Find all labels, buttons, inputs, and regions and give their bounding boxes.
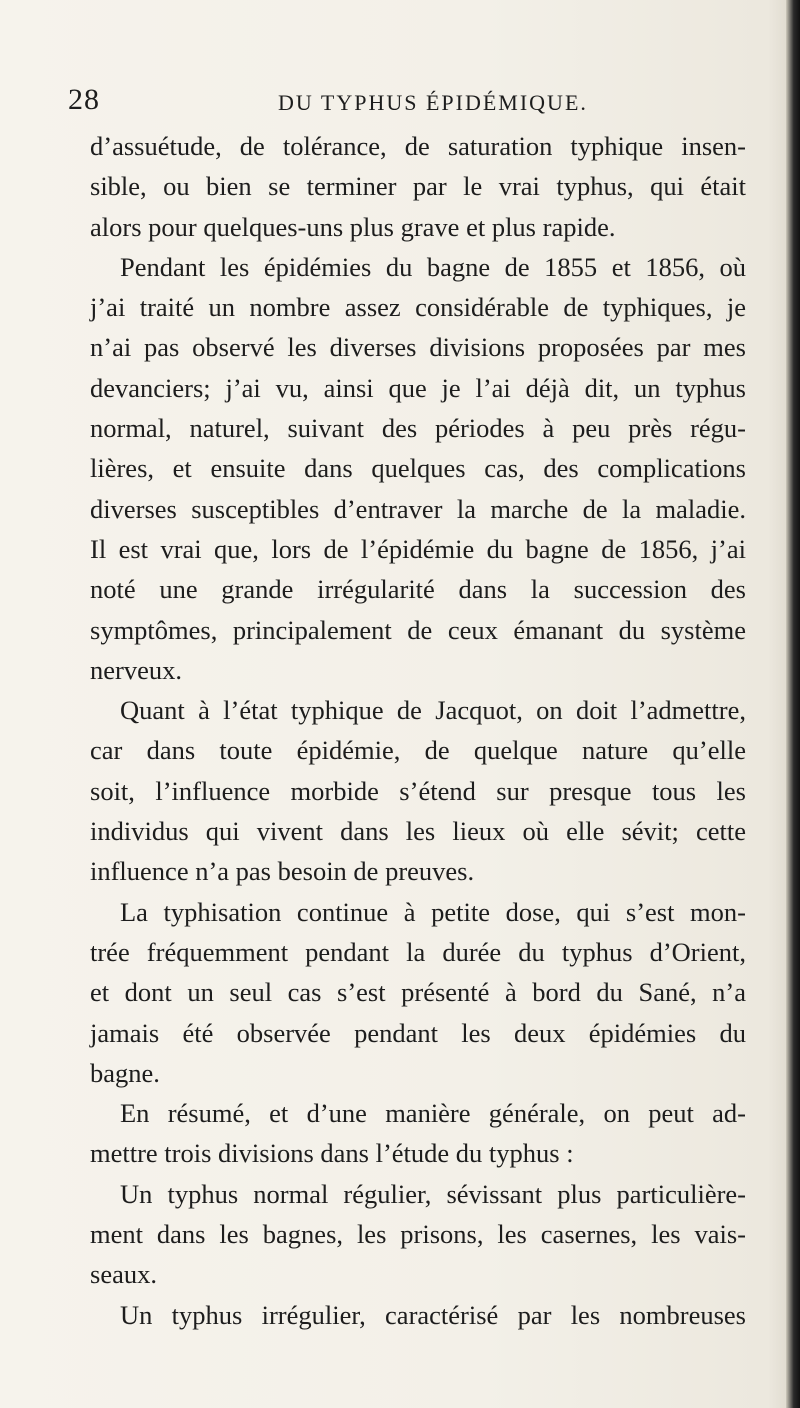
text-line: mettre trois divisions dans l’étude du typhus : <box>90 1138 574 1169</box>
text-line: Quant à l’état typhique de Jacquot, on doit l’admettre, <box>120 695 746 726</box>
text-line: trée fréquemment pendant la durée du typhus d’Orient, <box>90 936 746 967</box>
page-header <box>68 82 758 122</box>
text-line: alors pour quelques-uns plus grave et plus rapide. <box>90 211 616 242</box>
page-edge-shadow <box>786 0 800 1408</box>
text-line: et dont un seul cas s’est présenté à bord du Sané, n’a <box>90 977 746 1008</box>
text-line: Un typhus irrégulier, caractérisé par les nombreuses <box>120 1299 746 1330</box>
running-title: DU TYPHUS ÉPIDÉMIQUE. <box>278 90 588 115</box>
text-line: Pendant les épidémies du bagne de 1855 et 1856, où <box>120 251 746 282</box>
text-line: La typhisation continue à petite dose, qui s’est mon- <box>120 896 746 927</box>
body-text <box>90 126 746 1335</box>
text-line: nerveux. <box>90 654 182 685</box>
text-line: soit, l’influence morbide s’étend sur presque tous les <box>90 775 746 806</box>
text-line: d’assuétude, de tolérance, de saturation typhique insen- <box>90 131 746 161</box>
text-line: Un typhus normal régulier, sévissant plus particulière- <box>120 1178 746 1209</box>
text-line: j’ai traité un nombre assez considérable de typhiques, je <box>90 292 746 323</box>
text-line: sible, ou bien se terminer par le vrai typhus, qui était <box>90 171 746 202</box>
text-line: influence n’a pas besoin de preuves. <box>90 856 475 887</box>
text-line: n’ai pas observé les diverses divisions proposées par mes <box>90 332 746 363</box>
text-line: noté une grande irrégularité dans la succession des <box>90 574 746 605</box>
text-line: normal, naturel, suivant des périodes à peu près régu- <box>90 413 746 444</box>
page-number: 28 <box>68 83 100 116</box>
text-line: symptômes, principalement de ceux émanant du système <box>90 614 746 645</box>
text-line: seaux. <box>90 1259 157 1290</box>
text-line: bagne. <box>90 1057 160 1088</box>
text-line: jamais été observée pendant les deux épidémies du <box>90 1017 746 1048</box>
text-line: ment dans les bagnes, les prisons, les casernes, les vais- <box>90 1219 746 1250</box>
text-line: Il est vrai que, lors de l’épidémie du bagne de 1856, j’ai <box>90 533 746 564</box>
text-line: lières, et ensuite dans quelques cas, des complications <box>90 453 746 484</box>
text-line: En résumé, et d’une manière générale, on peut ad- <box>120 1098 746 1129</box>
text-line: diverses susceptibles d’entraver la marche de la maladie. <box>90 493 746 524</box>
text-line: devanciers; j’ai vu, ainsi que je l’ai déjà dit, un typhus <box>90 372 746 403</box>
text-line: individus qui vivent dans les lieux où elle sévit; cette <box>90 816 746 847</box>
text-line: car dans toute épidémie, de quelque nature qu’elle <box>90 735 746 766</box>
